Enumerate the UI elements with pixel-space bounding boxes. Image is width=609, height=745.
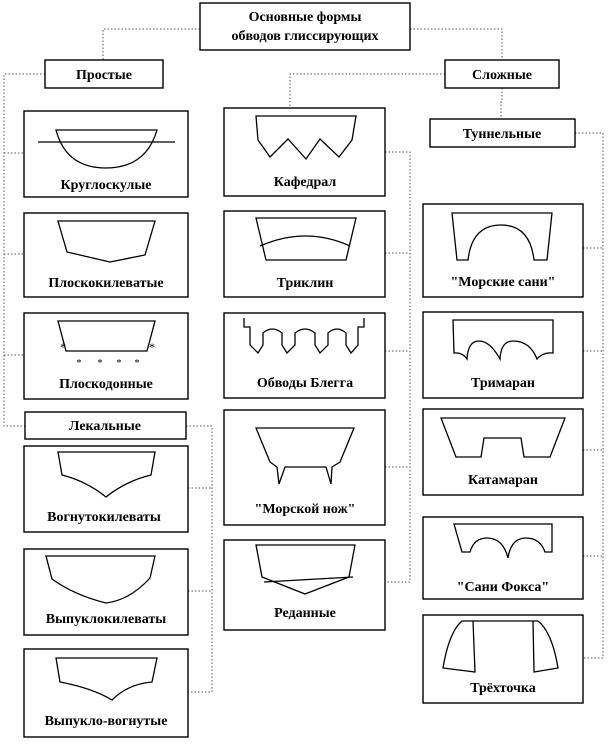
shape-stepped-label: Реданные [274, 606, 336, 621]
shape-convex-concave [24, 649, 188, 737]
shape-flat-bottom-label: Плоскодонные [59, 377, 153, 392]
shape-cathedral [224, 108, 385, 196]
shape-blegg [224, 313, 385, 398]
shape-three-point [423, 615, 583, 703]
root-title-line2: обводов глиссирующих [231, 29, 379, 44]
shape-trimaran [423, 312, 583, 398]
group-complex-label: Сложные [472, 68, 532, 83]
root-box [200, 3, 410, 50]
shape-sea-sled [423, 204, 583, 297]
step-mark: * [97, 358, 103, 369]
group-tunnel [430, 119, 575, 147]
group-curved [25, 412, 186, 439]
shape-three-point-label: Трёхточка [470, 681, 536, 696]
step-mark: * [116, 358, 122, 369]
chine-mark-right: * [149, 340, 155, 354]
shape-catamaran-label: Катамаран [468, 473, 538, 488]
shape-stepped [224, 540, 385, 630]
chine-mark-left: * [60, 340, 66, 354]
shape-flat-keel [24, 213, 188, 297]
shape-fox-sled [423, 517, 583, 599]
shape-fox-sled-label: "Сани Фокса" [456, 580, 550, 595]
shape-concave-keel [24, 446, 188, 532]
shape-triclin [224, 211, 385, 297]
shape-round-label: Круглоскулые [60, 178, 152, 193]
group-tunnel-label: Туннельные [462, 127, 542, 142]
shape-catamaran [423, 409, 583, 495]
shape-cathedral-label: Кафедрал [273, 175, 337, 190]
shape-sea-knife [224, 410, 385, 525]
step-mark: * [76, 358, 82, 369]
shape-blegg-label: Обводы Блегга [256, 376, 354, 391]
group-simple [45, 60, 163, 88]
shape-concave-keel-label: Вогнутокилеваты [47, 510, 161, 525]
shape-sea-sled-label: "Морские сани" [450, 275, 556, 290]
shape-round [24, 111, 188, 197]
shape-convex-keel [24, 549, 188, 635]
shape-flat-keel-label: Плоскокилеватые [48, 276, 164, 291]
shape-convex-concave-label: Выпукло-вогнутые [44, 714, 168, 729]
shape-triclin-label: Триклин [276, 276, 334, 291]
group-curved-label: Лекальные [69, 419, 141, 434]
shape-sea-knife-label: "Морской нож" [254, 502, 356, 517]
step-mark: * [134, 358, 140, 369]
shape-convex-keel-label: Выпуклокилеваты [45, 612, 167, 627]
shape-trimaran-label: Тримаран [471, 376, 535, 391]
shape-flat-bottom [24, 313, 188, 399]
root-title-line1: Основные формы [248, 10, 362, 25]
group-simple-label: Простые [76, 68, 132, 83]
group-complex [445, 60, 559, 88]
